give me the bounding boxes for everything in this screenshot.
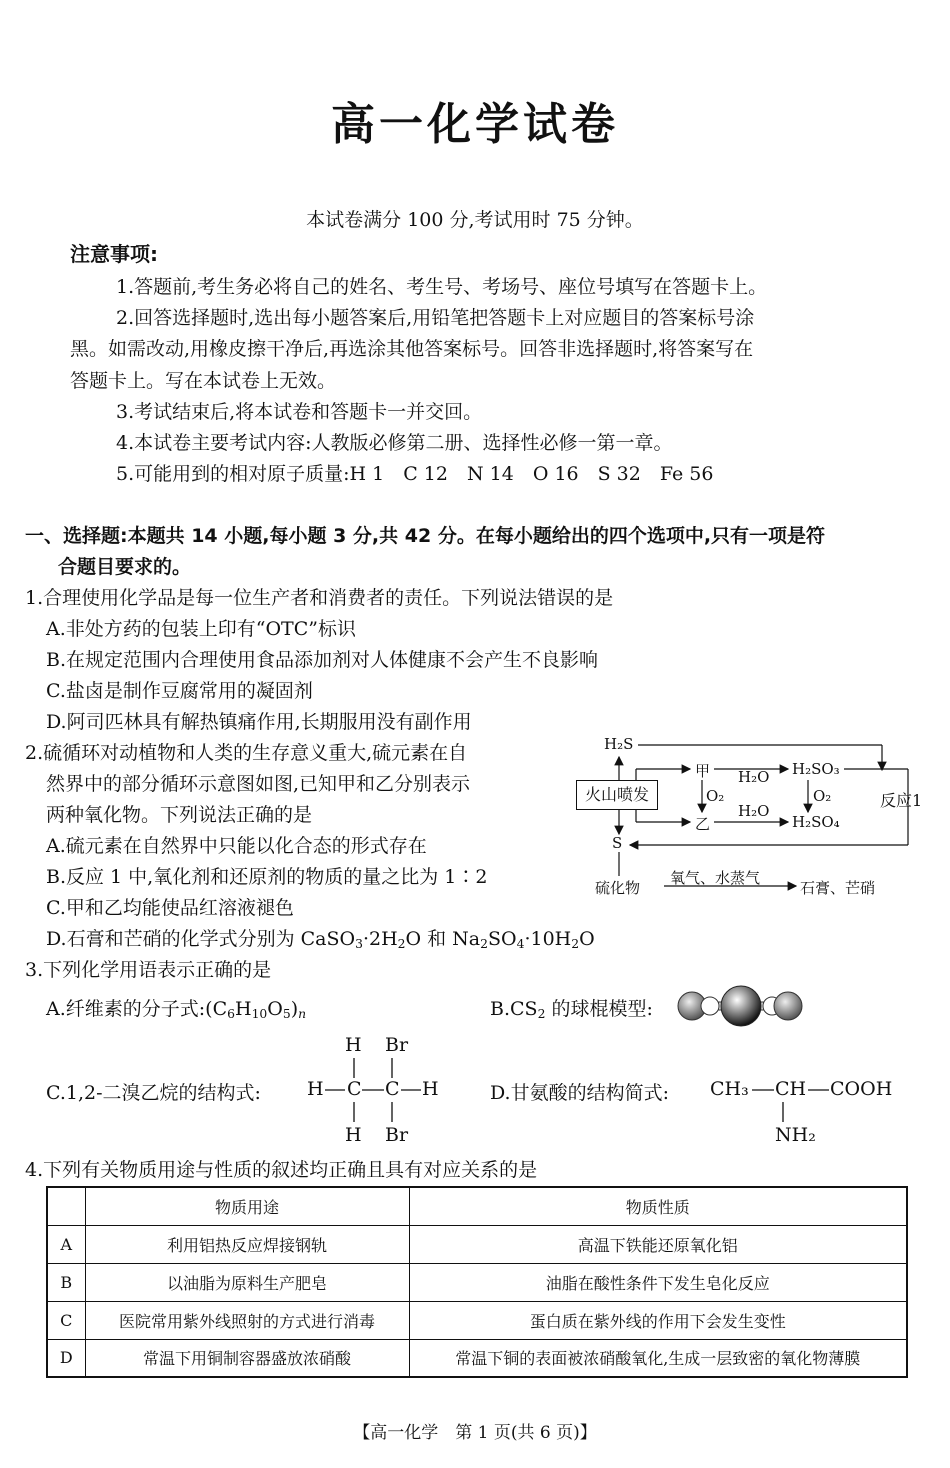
table-cell: C bbox=[47, 1301, 85, 1339]
q1-option-a: A.非处方药的包装上印有“OTC”标识 bbox=[46, 618, 356, 640]
group-ch3: CH₃ bbox=[710, 1078, 749, 1100]
exam-title: 高一化学试卷 bbox=[331, 99, 619, 150]
group-cooh: COOH bbox=[830, 1078, 893, 1100]
h2s-label: H₂S bbox=[604, 735, 634, 753]
gypsum-label: 石膏、芒硝 bbox=[800, 879, 876, 897]
atom-c: C bbox=[347, 1078, 362, 1100]
table-row bbox=[47, 1301, 907, 1339]
notice-item: 4.本试卷主要考试内容:人教版必修第二册、选择性必修一第一章。 bbox=[116, 432, 673, 454]
atom-h: H bbox=[345, 1034, 362, 1056]
q4-table bbox=[46, 1186, 908, 1378]
group-ch: CH bbox=[775, 1078, 807, 1100]
q2-option-c: C.甲和乙均能使品红溶液褪色 bbox=[46, 897, 294, 919]
o2-label-right: O₂ bbox=[813, 787, 832, 805]
volcano-box: 火山喷发 bbox=[576, 780, 658, 810]
table-header-cell: 物质性质 bbox=[409, 1187, 907, 1225]
table-cell: 常温下铜的表面被浓硝酸氧化,生成一层致密的氧化物薄膜 bbox=[409, 1339, 907, 1377]
exam-subtitle: 本试卷满分 100 分,考试用时 75 分钟。 bbox=[306, 209, 644, 231]
sulfide-label: 硫化物 bbox=[595, 879, 641, 897]
h2o-label-top: H₂O bbox=[738, 768, 770, 786]
atom-c: C bbox=[385, 1078, 400, 1100]
table-cell: B bbox=[47, 1263, 85, 1301]
group-nh2: NH₂ bbox=[775, 1124, 816, 1146]
q3-stem: 3.下列化学用语表示正确的是 bbox=[25, 959, 272, 981]
table-cell: 以油脂为原料生产肥皂 bbox=[85, 1263, 409, 1301]
q3-option-b: $B.CS_2$ 的球棍模型: bbox=[490, 998, 653, 1022]
o2-label-left: O₂ bbox=[706, 787, 725, 805]
atom-h: H bbox=[307, 1078, 324, 1100]
atom-br: Br bbox=[385, 1034, 409, 1056]
q2-stem-cont: 两种氧化物。下列说法正确的是 bbox=[46, 804, 313, 826]
table-row bbox=[47, 1263, 907, 1301]
section-heading-cont: 合题目要求的。 bbox=[58, 556, 192, 578]
table-cell: D bbox=[47, 1339, 85, 1377]
notice-item: 黑。如需改动,用橡皮擦干净后,再选涂其他答案标号。回答非选择题时,将答案写在 bbox=[70, 338, 754, 360]
atom-br: Br bbox=[385, 1124, 409, 1146]
notice-item: 1.答题前,考生务必将自己的姓名、考生号、考场号、座位号填写在答题卡上。 bbox=[116, 276, 768, 298]
table-cell: 油脂在酸性条件下发生皂化反应 bbox=[409, 1263, 907, 1301]
q4-stem: 4.下列有关物质用途与性质的叙述均正确且具有对应关系的是 bbox=[25, 1159, 538, 1181]
notice-item: 3.考试结束后,将本试卷和答题卡一并交回。 bbox=[116, 401, 483, 423]
h2o-label-bottom: H₂O bbox=[738, 802, 770, 820]
q3-option-a: A.纤维素的分子式$:(C_6H_{10}O_5)_n$ bbox=[46, 998, 307, 1022]
notice-heading: 注意事项: bbox=[70, 242, 158, 266]
table-row bbox=[47, 1339, 907, 1377]
q2-option-b: B.反应 1 中,氧化剂和还原剂的物质的量之比为 1∶2 bbox=[46, 866, 488, 888]
section-heading: 一、选择题:本题共 14 小题,每小题 3 分,共 42 分。在每小题给出的四个选项中,只有一项是符 bbox=[25, 525, 826, 547]
q1-stem: 1.合理使用化学品是每一位生产者和消费者的责任。下列说法错误的是 bbox=[25, 587, 614, 609]
page-footer: 【高一化学 第 1 页(共 6 页)】 bbox=[353, 1423, 597, 1443]
table-cell: 常温下用铜制容器盛放浓硝酸 bbox=[85, 1339, 409, 1377]
notice-item: 答题卡上。写在本试卷上无效。 bbox=[70, 370, 337, 392]
q2-option-a: A.硫元素在自然界中只能以化合态的形式存在 bbox=[46, 835, 427, 857]
q3-option-c: C.1,2-二溴乙烷的结构式: bbox=[46, 1082, 261, 1104]
q1-option-d: D.阿司匹林具有解热镇痛作用,长期服用没有副作用 bbox=[46, 711, 472, 733]
h2so4-label: H₂SO₄ bbox=[792, 813, 840, 831]
s-label: S bbox=[612, 834, 623, 852]
jia-label: 甲 bbox=[695, 762, 711, 780]
table-row bbox=[47, 1225, 907, 1263]
q3-option-d: D.甘氨酸的结构简式: bbox=[490, 1082, 669, 1104]
table-header-row bbox=[47, 1187, 907, 1225]
atom-h: H bbox=[422, 1078, 439, 1100]
q1-option-c: C.盐卤是制作豆腐常用的凝固剂 bbox=[46, 680, 313, 702]
table-header-cell: 物质用途 bbox=[85, 1187, 409, 1225]
reaction1-label: 反应1 bbox=[880, 791, 923, 810]
table-cell: 利用铝热反应焊接钢轨 bbox=[85, 1225, 409, 1263]
table-header-cell bbox=[47, 1187, 85, 1225]
notice-item: 5.可能用到的相对原子质量:H 1 C 12 N 14 O 16 S 32 Fe 56 bbox=[116, 463, 714, 485]
q1-option-b: B.在规定范围内合理使用食品添加剂对人体健康不会产生不良影响 bbox=[46, 649, 599, 671]
atom-h: H bbox=[345, 1124, 362, 1146]
h2so3-label: H₂SO₃ bbox=[792, 760, 840, 778]
table-cell: 医院常用紫外线照射的方式进行消毒 bbox=[85, 1301, 409, 1339]
oxygen-steam-label: 氧气、水蒸气 bbox=[670, 869, 761, 887]
q2-stem-cont: 然界中的部分循环示意图如图,已知甲和乙分别表示 bbox=[46, 773, 471, 795]
q2-stem: 2.硫循环对动植物和人类的生存意义重大,硫元素在自 bbox=[25, 742, 468, 764]
table-cell: 高温下铁能还原氧化铝 bbox=[409, 1225, 907, 1263]
table-cell: A bbox=[47, 1225, 85, 1263]
yi-label: 乙 bbox=[695, 815, 711, 833]
notice-item: 2.回答选择题时,选出每小题答案后,用铅笔把答题卡上对应题目的答案标号涂 bbox=[116, 307, 755, 329]
q2-option-d: D.石膏和芒硝的化学式分别为 $CaSO_3\cdot 2H_2O$ 和 $Na_2SO_4\cdot 10H_2O$ bbox=[46, 928, 595, 952]
table-cell: 蛋白质在紫外线的作用下会发生变性 bbox=[409, 1301, 907, 1339]
